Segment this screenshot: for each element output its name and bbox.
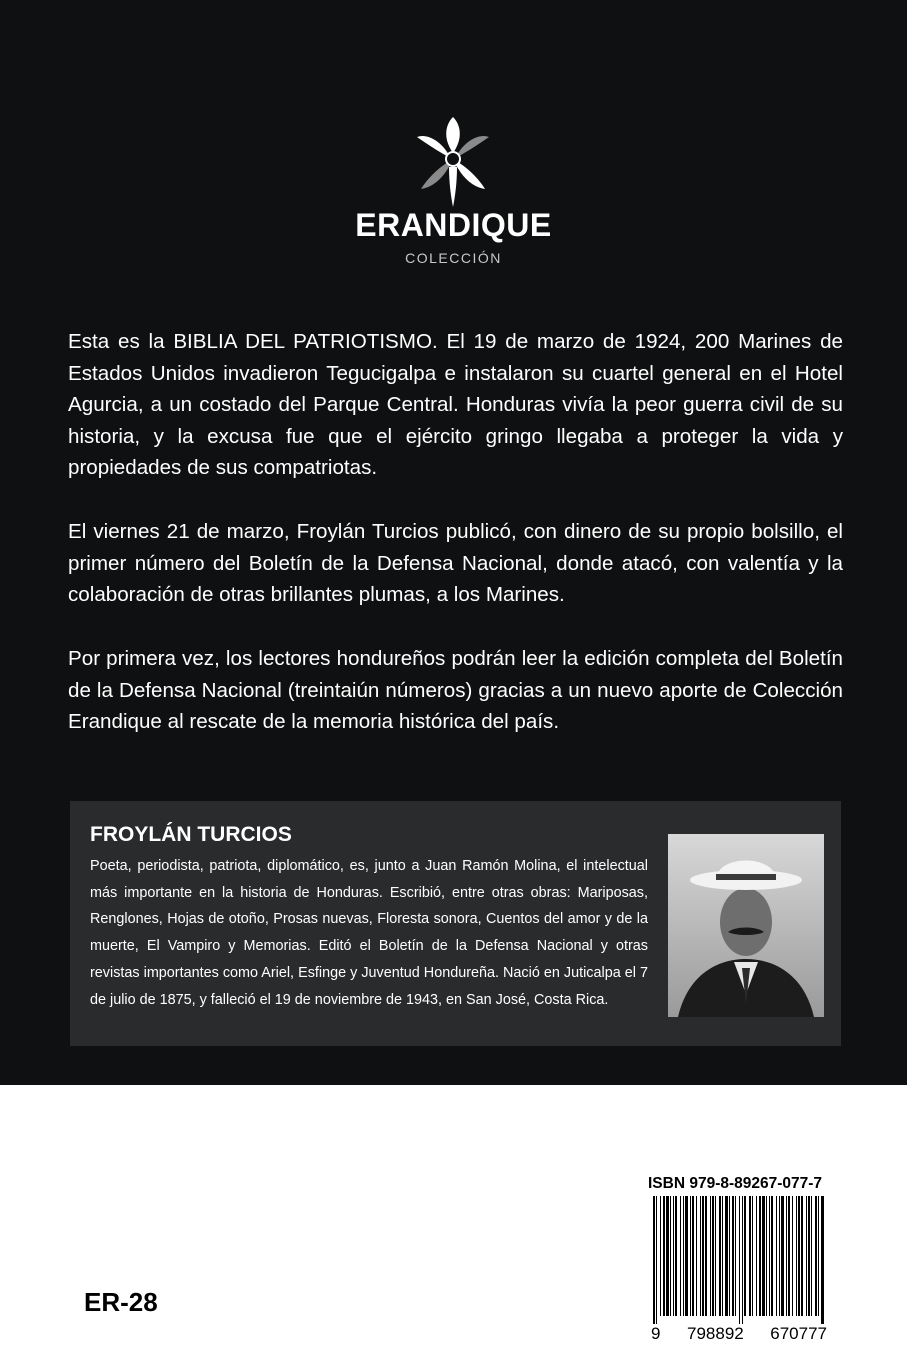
synopsis-paragraph-2: El viernes 21 de marzo, Froylán Turcios publicó, con dinero de su propio bolsillo, el primer número del Boletín de la Defensa Nacional, donde atacó, con valentía y la colaboración de otras brillantes plumas, a los Marines. <box>68 520 843 606</box>
isbn-digit-group-3: 670777 <box>770 1324 827 1343</box>
author-bio-text: Poeta, periodista, patriota, diplomático, es, junto a Juan Ramón Molina, el intelectual más importante en la historia de Honduras. Escribió, entre otras obras: Mariposas, Renglones, Hojas de otoño, Prosas nuevas, Floresta sonora, Cuentos del amor y de la muerte, El Vampiro y Memorias. Editó el Boletín de la Defensa Nacional y otras revistas importantes como Ariel, Esfinge y Juventud Hondureña. Nació en Juticalpa el 7 de julio de 1875, y falleció el 19 de noviembre de 1943, en San José, Costa Rica. <box>90 858 648 1008</box>
isbn-digit-group-2: 798892 <box>687 1324 744 1343</box>
synopsis-paragraph-3: Por primera vez, los lectores hondureños podrán leer la edición completa del Boletín de la Defensa Nacional (treintaiún números) gracias a un nuevo aporte de Colección Erandique al rescate de la memoria histórica del país. <box>68 647 843 733</box>
isbn-digits <box>651 1324 827 1344</box>
author-name: FROYLÁN TURCIOS <box>90 823 292 846</box>
author-bio-box <box>70 801 841 1046</box>
series-code: ER-28 <box>84 1287 158 1317</box>
isbn-digit-group-1: 9 <box>651 1324 661 1343</box>
isbn-barcode-icon <box>651 1196 827 1324</box>
synopsis-paragraph-1: Esta es la BIBLIA DEL PATRIOTISMO. El 19 de marzo de 1924, 200 Marines de Estados Unidos invadieron Tegucigalpa e instalaron su cuartel general en el Hotel Agurcia, a un costado del Parque Central. Honduras vivía la peor guerra civil de su historia, y la excusa fue que el ejército gringo llegaba a proteger la vida y propiedades de sus compatriotas. <box>68 330 843 479</box>
isbn-label: ISBN 979-8-89267-077-7 <box>648 1175 823 1192</box>
author-portrait-icon <box>668 834 824 1017</box>
collection-brand-name: ERANDIQUE <box>355 207 552 243</box>
erandique-flower-logo-icon <box>403 115 503 210</box>
collection-subtitle: COLECCIÓN <box>405 250 502 266</box>
